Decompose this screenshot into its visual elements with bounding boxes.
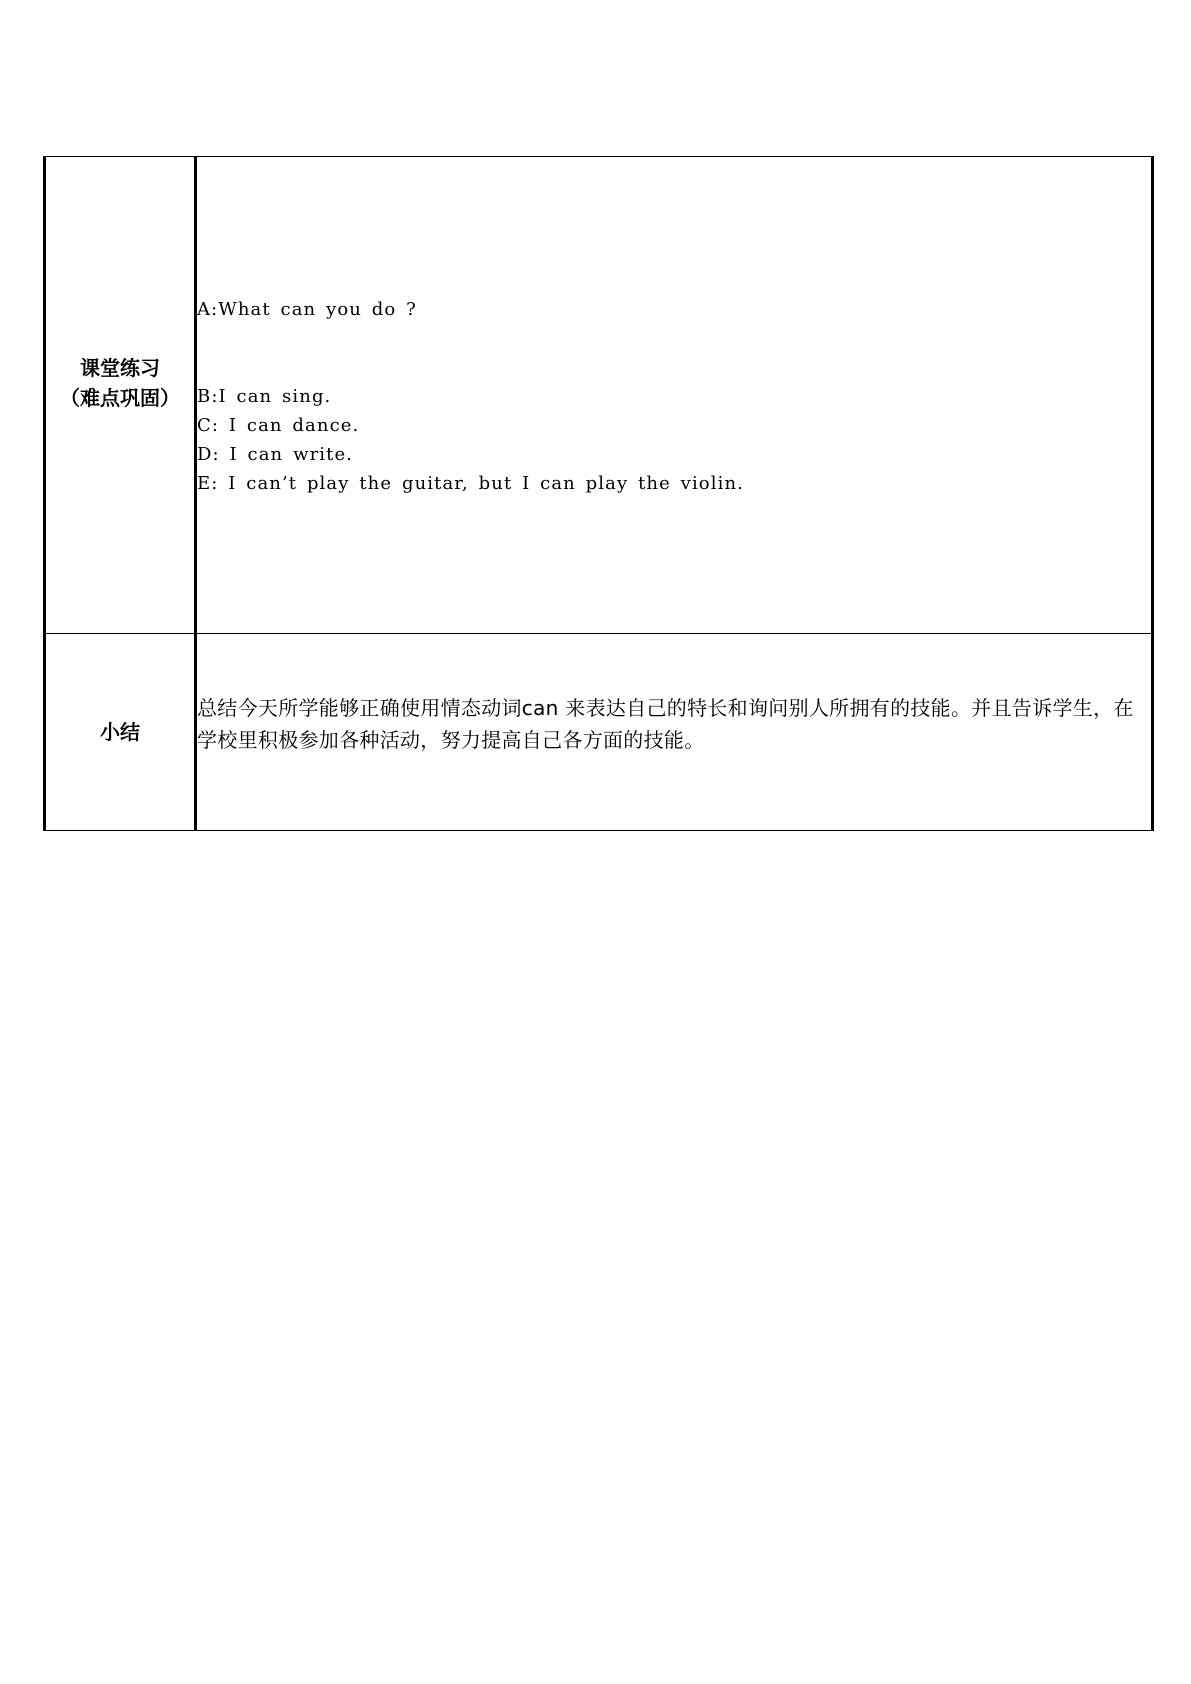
row-content-summary [196,634,1153,831]
dialog-block [197,169,1151,621]
row-label-practice-line2: （难点巩固） [60,386,180,410]
row-label-practice-line1: 课堂练习 [80,356,160,380]
row-label-summary [45,634,196,831]
dialog-line-a: A:What can you do ? [197,299,417,320]
dialog-line-b: B:I can sing. [197,386,332,407]
lesson-table [43,156,1154,831]
table-row-summary [45,634,1153,831]
summary-text: 总结今天所学能够正确使用情态动词can 来表达自己的特长和询问别人所拥有的技能。并且告诉学生，在学校里积极参加各种活动，努力提高自己各方面的技能。 [197,696,1134,752]
table-row-practice [45,157,1153,634]
row-content-practice [196,157,1153,634]
dialog-line-c: C: I can dance. [197,415,360,436]
dialog-line-e: E: I can’t play the guitar, but I can play the violin. [197,473,744,494]
dialog-line-d: D: I can write. [197,444,354,465]
row-label-practice [45,157,196,634]
row-label-summary-text: 小结 [100,720,140,744]
